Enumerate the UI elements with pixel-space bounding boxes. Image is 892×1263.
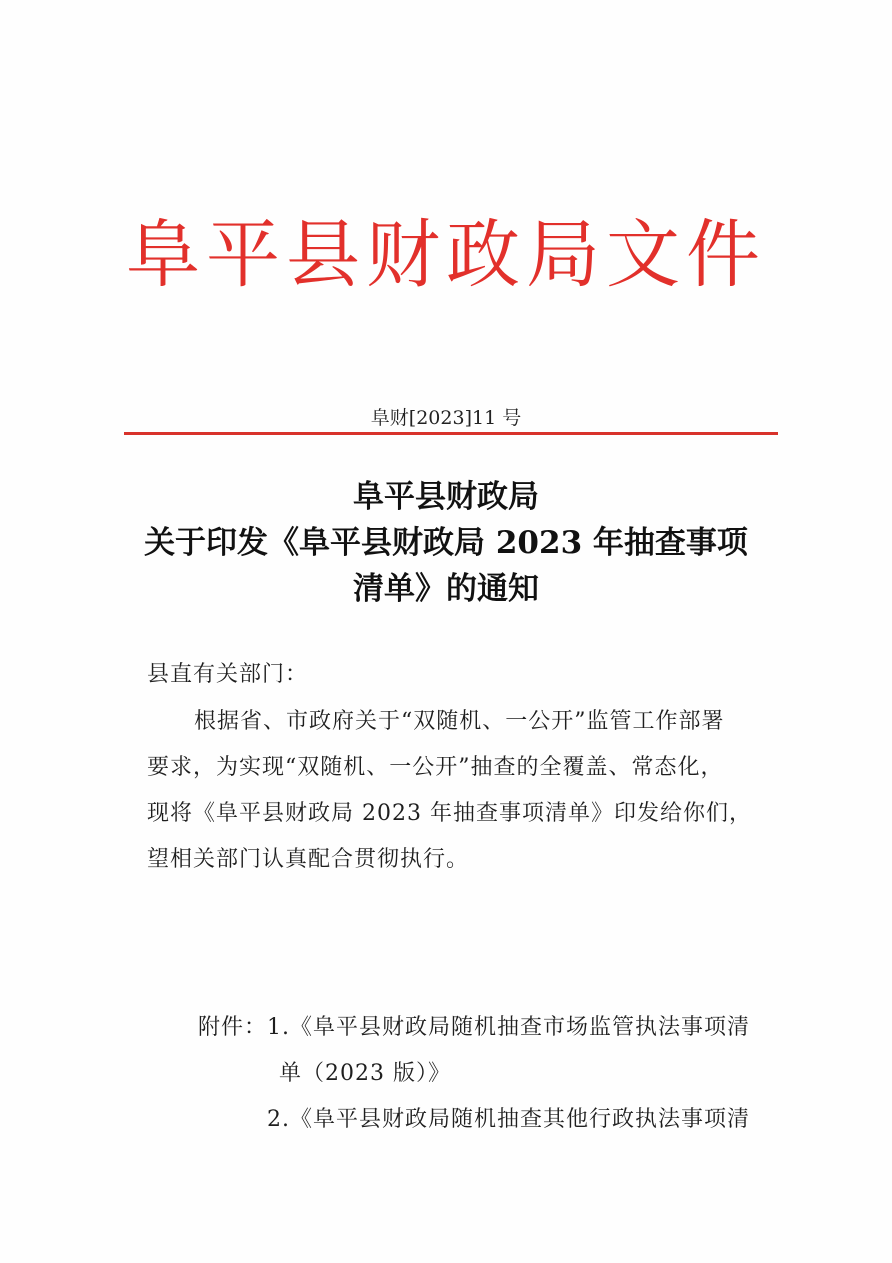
body-line-1: 根据省、市政府关于“双随机、一公开”监管工作部署 [194,709,725,734]
notice-title-line-1: 阜平县财政局 [353,479,539,515]
notice-title-line-2: 关于印发《阜平县财政局 2023 年抽查事项 [144,525,748,561]
masthead-title: 阜平县财政局文件 [126,212,766,298]
body-line-2: 要求，为实现“双随机、一公开”抽查的全覆盖、常态化， [147,755,724,780]
red-divider-line [124,432,778,435]
body-line-4: 望相关部门认真配合贯彻执行。 [147,847,470,872]
salutation: 县直有关部门： [147,662,309,687]
attachment-2-line-1: 2.《阜平县财政局随机抽查其他行政执法事项清 [267,1107,750,1132]
notice-title-line-3: 清单》的通知 [353,571,539,607]
attachment-1-line-1: 附件：1.《阜平县财政局随机抽查市场监管执法事项清 [198,1015,750,1040]
document-number: 阜财[2023]11 号 [370,407,522,429]
attachment-1-line-2: 单（2023 版）》 [279,1061,451,1086]
body-line-3: 现将《阜平县财政局 2023 年抽查事项清单》印发给你们， [147,801,752,826]
